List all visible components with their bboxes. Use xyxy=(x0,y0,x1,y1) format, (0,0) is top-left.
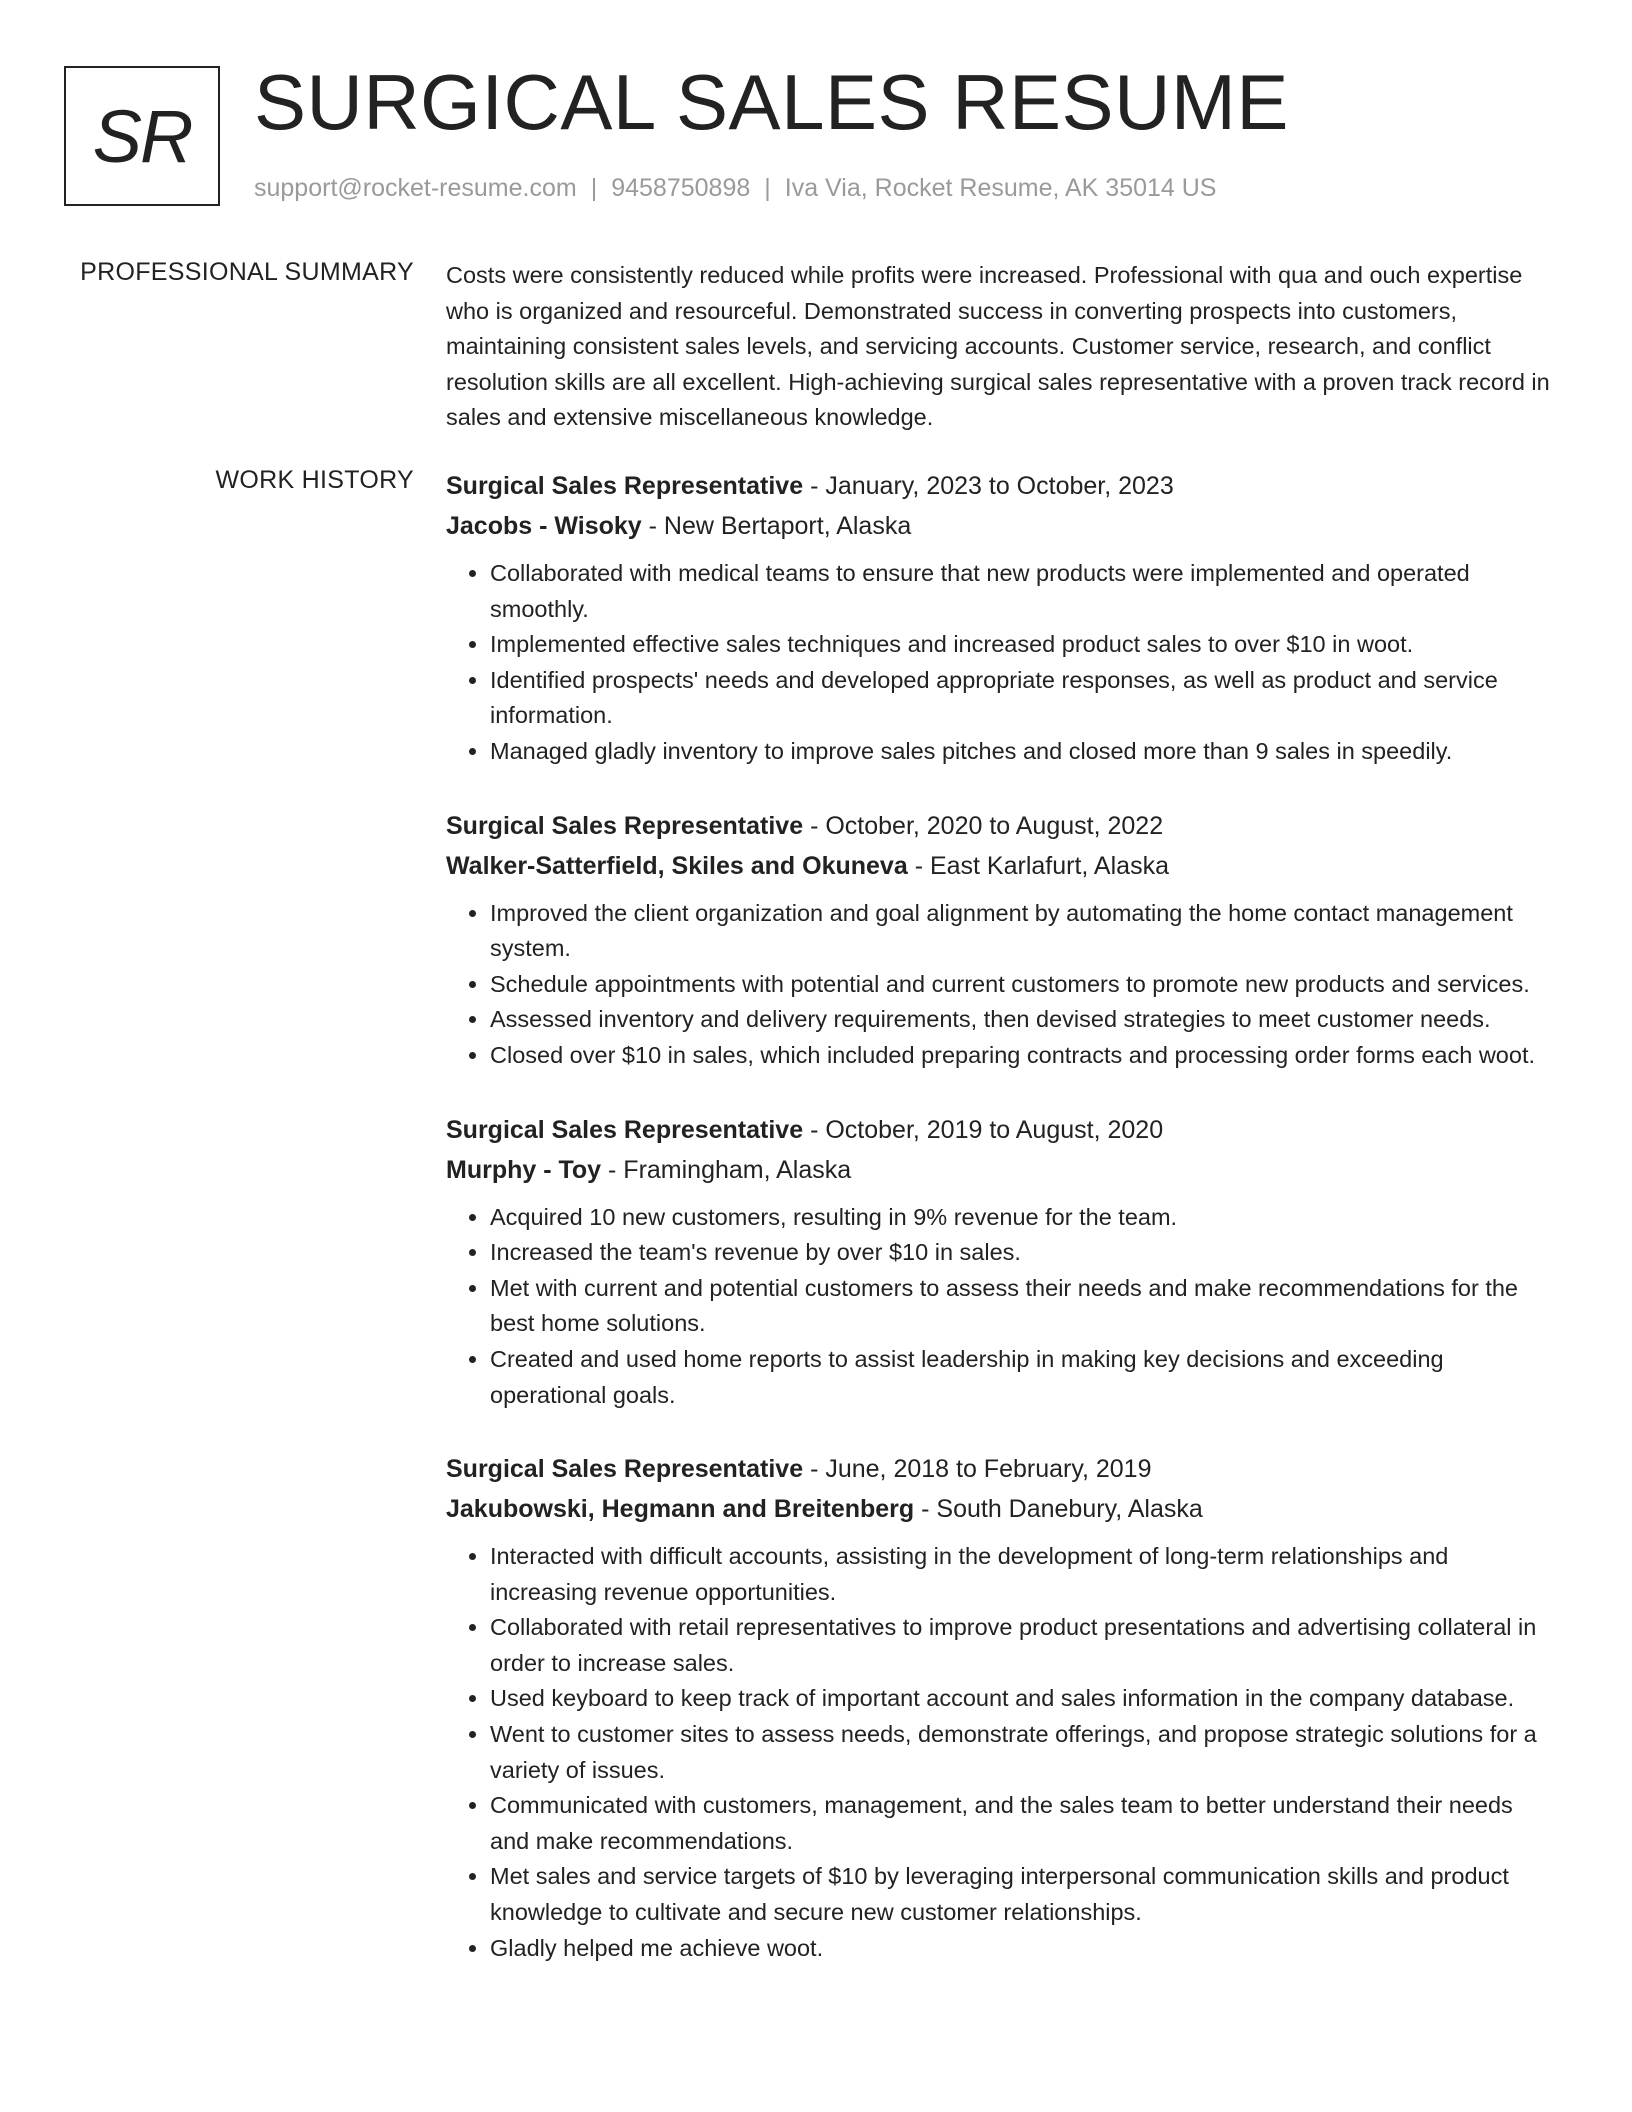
monogram-badge: SR xyxy=(64,66,220,206)
job-bullet: • Identified prospects' needs and developed appropriate responses, as well as product and service information. xyxy=(490,663,1556,734)
contact-address: Iva Via, Rocket Resume, AK 35014 US xyxy=(784,174,1217,202)
resume-title: SURGICAL SALES RESUME xyxy=(254,58,1289,146)
contact-line xyxy=(254,174,1216,203)
job-entry xyxy=(446,1110,1556,1414)
job-bullet: • Increased the team's revenue by over $10 in sales. xyxy=(490,1235,1556,1271)
job-company: Jakubowski, Hegmann and Breitenberg xyxy=(446,1495,915,1524)
job-title-line xyxy=(446,1449,1556,1489)
job-location: - East Karlafurt, Alaska xyxy=(907,851,1169,880)
job-bullet: • Assessed inventory and delivery requirements, then devised strategies to meet customer needs. xyxy=(490,1002,1556,1038)
job-bullets xyxy=(446,896,1556,1074)
job-title: Surgical Sales Representative xyxy=(446,1115,804,1144)
job-dates: - June, 2018 to February, 2019 xyxy=(803,1455,1152,1484)
job-title: Surgical Sales Representative xyxy=(446,811,804,840)
job-dates: - October, 2020 to August, 2022 xyxy=(803,811,1164,840)
job-company-line xyxy=(446,506,1556,546)
job-bullet: • Collaborated with medical teams to ensure that new products were implemented and operated smoothly. xyxy=(490,556,1556,627)
job-title-line xyxy=(446,806,1556,846)
section-label-summary: PROFESSIONAL SUMMARY xyxy=(80,258,414,286)
contact-email: support@rocket-resume.com xyxy=(254,174,577,202)
job-company: Murphy - Toy xyxy=(446,1155,602,1184)
contact-phone: 9458750898 xyxy=(611,174,751,202)
job-location: - New Bertaport, Alaska xyxy=(641,512,912,540)
job-location: - Framingham, Alaska xyxy=(601,1155,852,1184)
job-entry xyxy=(446,466,1556,770)
job-company-line xyxy=(446,846,1556,886)
job-bullet: • Gladly helped me achieve woot. xyxy=(490,1931,1556,1967)
job-company: Walker-Satterfield, Skiles and Okuneva xyxy=(446,851,908,880)
job-bullet: • Closed over $10 in sales, which included preparing contracts and processing order forms each woot. xyxy=(490,1038,1556,1074)
work-history-body xyxy=(446,466,1556,1966)
section-label-work-history: WORK HISTORY xyxy=(215,466,414,494)
job-bullets xyxy=(446,556,1556,770)
job-title: Surgical Sales Representative xyxy=(446,472,804,500)
job-bullet: • Implemented effective sales techniques and increased product sales to over $10 in woot. xyxy=(490,627,1556,663)
job-company: Jacobs - Wisoky xyxy=(446,512,642,540)
job-company-line xyxy=(446,1489,1556,1529)
job-title-line xyxy=(446,466,1556,506)
job-bullet: • Communicated with customers, management, and the sales team to better understand their needs and make recommendations. xyxy=(490,1788,1556,1859)
job-bullet: • Collaborated with retail representatives to improve product presentations and advertising collateral in order to increase sales. xyxy=(490,1610,1556,1681)
contact-separator: | xyxy=(764,174,771,202)
contact-separator: | xyxy=(590,174,598,202)
job-bullet: • Schedule appointments with potential and current customers to promote new products and services. xyxy=(490,967,1556,1003)
job-location: - South Danebury, Alaska xyxy=(914,1495,1203,1524)
job-title-line xyxy=(446,1110,1556,1150)
summary-text: Costs were consistently reduced while profits were increased. Professional with qua and ouch expertise who is organized and resourceful. Demonstrated success in converting prospects into customers, maintaining consistent sales levels, and servicing accounts. Customer service, research, and conflict resolution skills are all excellent. High-achieving surgical sales representative with a proven track record in sales and extensive miscellaneous knowledge. xyxy=(446,262,1550,431)
job-bullet: • Met with current and potential customers to assess their needs and make recommendations for the best home solutions. xyxy=(490,1271,1556,1342)
job-entry xyxy=(446,806,1556,1074)
job-bullet: • Created and used home reports to assist leadership in making key decisions and exceeding operational goals. xyxy=(490,1342,1556,1413)
job-bullets xyxy=(446,1539,1556,1966)
job-bullets xyxy=(446,1200,1556,1414)
job-bullet: • Met sales and service targets of $10 by leveraging interpersonal communication skills and product knowledge to cultivate and secure new customer relationships. xyxy=(490,1859,1556,1930)
job-bullet: • Went to customer sites to assess needs, demonstrate offerings, and propose strategic solutions for a variety of issues. xyxy=(490,1717,1556,1788)
job-bullet: • Interacted with difficult accounts, assisting in the development of long-term relationships and increasing revenue opportunities. xyxy=(490,1539,1556,1610)
job-company-line xyxy=(446,1150,1556,1190)
summary-body xyxy=(446,258,1556,436)
job-bullet: • Managed gladly inventory to improve sales pitches and closed more than 9 sales in speedily. xyxy=(490,734,1556,770)
job-title: Surgical Sales Representative xyxy=(446,1455,804,1484)
job-dates: - October, 2019 to August, 2020 xyxy=(803,1115,1164,1144)
job-bullet: • Acquired 10 new customers, resulting in 9% revenue for the team. xyxy=(490,1200,1556,1236)
job-bullet: • Improved the client organization and goal alignment by automating the home contact management system. xyxy=(490,896,1556,967)
job-entry xyxy=(446,1449,1556,1966)
job-dates: - January, 2023 to October, 2023 xyxy=(803,472,1174,500)
job-bullet: • Used keyboard to keep track of important account and sales information in the company database. xyxy=(490,1681,1556,1717)
